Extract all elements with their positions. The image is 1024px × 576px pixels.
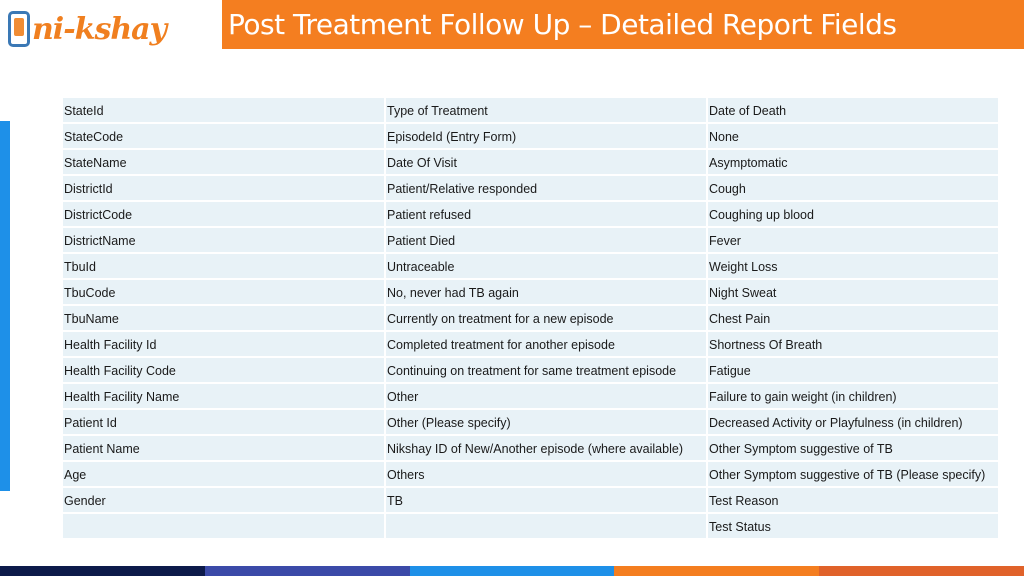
table-row bbox=[62, 305, 999, 331]
bottom-bar-segment bbox=[614, 566, 819, 576]
table-cell: None bbox=[707, 123, 999, 149]
table-cell: Gender bbox=[62, 487, 385, 513]
table-cell: DistrictCode bbox=[62, 201, 385, 227]
table-cell: Other bbox=[385, 383, 707, 409]
table-cell: Continuing on treatment for same treatment episode bbox=[385, 357, 707, 383]
table-cell: Patient Died bbox=[385, 227, 707, 253]
table-cell: Patient Id bbox=[62, 409, 385, 435]
bottom-color-bar bbox=[0, 566, 1024, 576]
table-row bbox=[62, 513, 999, 539]
table-cell: Patient/Relative responded bbox=[385, 175, 707, 201]
table-cell: Currently on treatment for a new episode bbox=[385, 305, 707, 331]
table-row bbox=[62, 97, 999, 123]
bottom-bar-segment bbox=[819, 566, 1024, 576]
table-cell: Other Symptom suggestive of TB (Please specify) bbox=[707, 461, 999, 487]
table-cell: Age bbox=[62, 461, 385, 487]
table-row bbox=[62, 357, 999, 383]
bottom-bar-segment bbox=[410, 566, 615, 576]
title-bar bbox=[222, 0, 1024, 49]
table-cell: Other Symptom suggestive of TB bbox=[707, 435, 999, 461]
table-cell: Health Facility Code bbox=[62, 357, 385, 383]
table-cell: Others bbox=[385, 461, 707, 487]
bottom-bar-segment bbox=[205, 566, 410, 576]
table-row bbox=[62, 487, 999, 513]
table-row bbox=[62, 227, 999, 253]
report-fields-table bbox=[61, 96, 1000, 540]
table-row bbox=[62, 201, 999, 227]
table-cell: TbuName bbox=[62, 305, 385, 331]
table-cell: Night Sweat bbox=[707, 279, 999, 305]
table-cell: TbuId bbox=[62, 253, 385, 279]
table-cell: Date of Death bbox=[707, 97, 999, 123]
table-cell: Patient refused bbox=[385, 201, 707, 227]
table-cell: TB bbox=[385, 487, 707, 513]
table-cell: Failure to gain weight (in children) bbox=[707, 383, 999, 409]
table-cell: Other (Please specify) bbox=[385, 409, 707, 435]
table-row bbox=[62, 253, 999, 279]
page-title: Post Treatment Follow Up – Detailed Report Fields bbox=[228, 8, 897, 41]
table-row bbox=[62, 279, 999, 305]
table-cell: Health Facility Id bbox=[62, 331, 385, 357]
table-cell: Fatigue bbox=[707, 357, 999, 383]
table-cell: Patient Name bbox=[62, 435, 385, 461]
table-cell: Cough bbox=[707, 175, 999, 201]
table-row bbox=[62, 435, 999, 461]
table-row bbox=[62, 175, 999, 201]
table-cell: Fever bbox=[707, 227, 999, 253]
phone-logo-icon bbox=[8, 11, 30, 47]
table-cell: Chest Pain bbox=[707, 305, 999, 331]
table-cell: Coughing up blood bbox=[707, 201, 999, 227]
table-cell bbox=[385, 513, 707, 539]
bottom-bar-segment bbox=[0, 566, 205, 576]
table-row bbox=[62, 149, 999, 175]
table-row bbox=[62, 383, 999, 409]
table-cell: EpisodeId (Entry Form) bbox=[385, 123, 707, 149]
table-cell: StateId bbox=[62, 97, 385, 123]
table-cell: Test Status bbox=[707, 513, 999, 539]
table-cell: Decreased Activity or Playfulness (in children) bbox=[707, 409, 999, 435]
left-accent-bar bbox=[0, 121, 10, 491]
table-cell: StateCode bbox=[62, 123, 385, 149]
table-row bbox=[62, 409, 999, 435]
table-cell: No, never had TB again bbox=[385, 279, 707, 305]
table-cell: Date Of Visit bbox=[385, 149, 707, 175]
logo-text: ni-kshay bbox=[32, 11, 167, 47]
table-cell: Weight Loss bbox=[707, 253, 999, 279]
table-body bbox=[62, 97, 999, 539]
table-row bbox=[62, 123, 999, 149]
table-cell: Shortness Of Breath bbox=[707, 331, 999, 357]
table-row bbox=[62, 331, 999, 357]
ni-kshay-logo bbox=[8, 6, 168, 52]
table-cell: Completed treatment for another episode bbox=[385, 331, 707, 357]
table-cell: Untraceable bbox=[385, 253, 707, 279]
table-row bbox=[62, 461, 999, 487]
table-cell: Health Facility Name bbox=[62, 383, 385, 409]
table-cell: Type of Treatment bbox=[385, 97, 707, 123]
table-cell: Nikshay ID of New/Another episode (where available) bbox=[385, 435, 707, 461]
table-cell: Test Reason bbox=[707, 487, 999, 513]
table-cell: DistrictName bbox=[62, 227, 385, 253]
table-cell: Asymptomatic bbox=[707, 149, 999, 175]
table-cell: TbuCode bbox=[62, 279, 385, 305]
table-cell: DistrictId bbox=[62, 175, 385, 201]
table-cell: StateName bbox=[62, 149, 385, 175]
table-cell bbox=[62, 513, 385, 539]
